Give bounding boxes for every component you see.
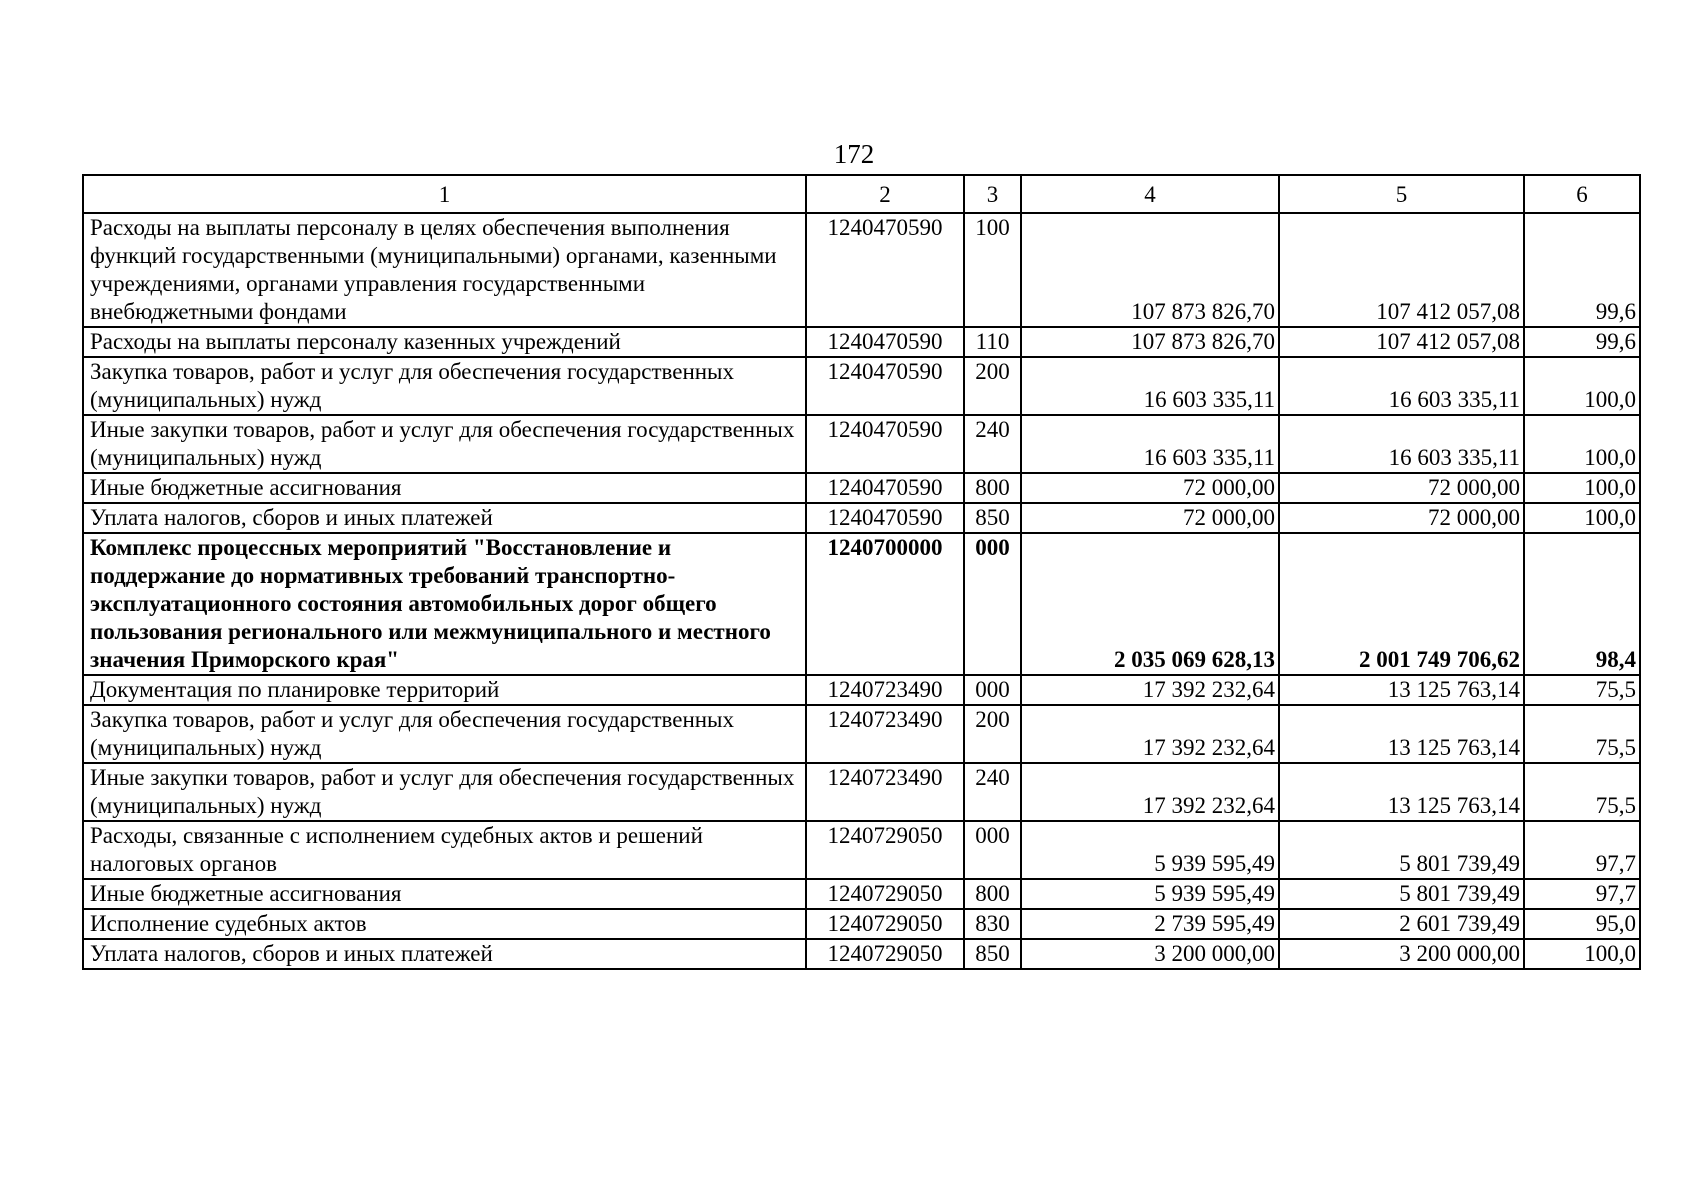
cell-expense-type: 000 [964, 533, 1021, 675]
cell-name: Иные закупки товаров, работ и услуг для обеспечения государственных (муниципальных) нужд [83, 415, 806, 473]
cell-target-code: 1240470590 [806, 327, 964, 357]
cell-plan-amount: 16 603 335,11 [1021, 415, 1279, 473]
cell-fact-amount: 72 000,00 [1279, 503, 1524, 533]
cell-name: Уплата налогов, сборов и иных платежей [83, 503, 806, 533]
cell-execution-percent: 98,4 [1524, 533, 1640, 675]
budget-table [82, 174, 1641, 970]
cell-execution-percent: 99,6 [1524, 213, 1640, 327]
cell-name: Иные закупки товаров, работ и услуг для обеспечения государственных (муниципальных) нужд [83, 763, 806, 821]
table-row [83, 879, 1640, 909]
cell-expense-type: 200 [964, 705, 1021, 763]
cell-expense-type: 850 [964, 939, 1021, 969]
cell-execution-percent: 75,5 [1524, 763, 1640, 821]
cell-expense-type: 240 [964, 763, 1021, 821]
cell-target-code: 1240470590 [806, 503, 964, 533]
column-header-plan: 4 [1021, 175, 1279, 213]
column-header-name: 1 [83, 175, 806, 213]
cell-name: Исполнение судебных актов [83, 909, 806, 939]
cell-execution-percent: 75,5 [1524, 705, 1640, 763]
table-row [83, 473, 1640, 503]
table-row [83, 821, 1640, 879]
cell-fact-amount: 107 412 057,08 [1279, 327, 1524, 357]
cell-execution-percent: 100,0 [1524, 415, 1640, 473]
cell-fact-amount: 16 603 335,11 [1279, 357, 1524, 415]
cell-expense-type: 000 [964, 675, 1021, 705]
table-row [83, 763, 1640, 821]
cell-fact-amount: 5 801 739,49 [1279, 821, 1524, 879]
cell-execution-percent: 95,0 [1524, 909, 1640, 939]
cell-target-code: 1240729050 [806, 939, 964, 969]
cell-fact-amount: 72 000,00 [1279, 473, 1524, 503]
table-row [83, 503, 1640, 533]
table-row [83, 415, 1640, 473]
cell-plan-amount: 2 739 595,49 [1021, 909, 1279, 939]
cell-fact-amount: 3 200 000,00 [1279, 939, 1524, 969]
cell-plan-amount: 72 000,00 [1021, 473, 1279, 503]
table-row [83, 675, 1640, 705]
cell-expense-type: 800 [964, 473, 1021, 503]
cell-plan-amount: 17 392 232,64 [1021, 705, 1279, 763]
cell-fact-amount: 2 601 739,49 [1279, 909, 1524, 939]
cell-expense-type: 240 [964, 415, 1021, 473]
cell-target-code: 1240470590 [806, 357, 964, 415]
cell-target-code: 1240729050 [806, 909, 964, 939]
cell-execution-percent: 97,7 [1524, 821, 1640, 879]
cell-fact-amount: 13 125 763,14 [1279, 705, 1524, 763]
cell-name: Комплекс процессных мероприятий "Восстановление и поддержание до нормативных требований транспортно-эксплуатационного состояния автомобильных дорог общего пользования регионального или межмуниципального и местного значения Приморского края" [83, 533, 806, 675]
cell-target-code: 1240723490 [806, 675, 964, 705]
cell-name: Закупка товаров, работ и услуг для обеспечения государственных (муниципальных) нужд [83, 357, 806, 415]
cell-plan-amount: 72 000,00 [1021, 503, 1279, 533]
cell-execution-percent: 99,6 [1524, 327, 1640, 357]
cell-name: Уплата налогов, сборов и иных платежей [83, 939, 806, 969]
cell-plan-amount: 107 873 826,70 [1021, 327, 1279, 357]
cell-target-code: 1240470590 [806, 415, 964, 473]
cell-execution-percent: 75,5 [1524, 675, 1640, 705]
cell-expense-type: 100 [964, 213, 1021, 327]
cell-name: Документация по планировке территорий [83, 675, 806, 705]
cell-target-code: 1240729050 [806, 879, 964, 909]
table-row [83, 705, 1640, 763]
cell-target-code: 1240729050 [806, 821, 964, 879]
column-header-type: 3 [964, 175, 1021, 213]
cell-execution-percent: 100,0 [1524, 473, 1640, 503]
cell-plan-amount: 3 200 000,00 [1021, 939, 1279, 969]
cell-fact-amount: 107 412 057,08 [1279, 213, 1524, 327]
cell-target-code: 1240723490 [806, 705, 964, 763]
cell-fact-amount: 13 125 763,14 [1279, 763, 1524, 821]
cell-plan-amount: 17 392 232,64 [1021, 763, 1279, 821]
cell-plan-amount: 107 873 826,70 [1021, 213, 1279, 327]
cell-fact-amount: 2 001 749 706,62 [1279, 533, 1524, 675]
cell-expense-type: 110 [964, 327, 1021, 357]
cell-expense-type: 850 [964, 503, 1021, 533]
cell-fact-amount: 13 125 763,14 [1279, 675, 1524, 705]
cell-plan-amount: 2 035 069 628,13 [1021, 533, 1279, 675]
cell-expense-type: 200 [964, 357, 1021, 415]
cell-expense-type: 830 [964, 909, 1021, 939]
cell-name: Расходы на выплаты персоналу казенных учреждений [83, 327, 806, 357]
cell-name: Расходы, связанные с исполнением судебных актов и решений налоговых органов [83, 821, 806, 879]
cell-name: Расходы на выплаты персоналу в целях обеспечения выполнения функций государственными (муниципальными) органами, казенными учреждениями, органами управления государственными внебюджетными фондами [83, 213, 806, 327]
column-header-code: 2 [806, 175, 964, 213]
table-row [83, 909, 1640, 939]
cell-plan-amount: 5 939 595,49 [1021, 879, 1279, 909]
cell-execution-percent: 97,7 [1524, 879, 1640, 909]
table-row [83, 533, 1640, 675]
cell-execution-percent: 100,0 [1524, 503, 1640, 533]
cell-name: Иные бюджетные ассигнования [83, 879, 806, 909]
cell-expense-type: 800 [964, 879, 1021, 909]
cell-execution-percent: 100,0 [1524, 357, 1640, 415]
table-row [83, 357, 1640, 415]
cell-fact-amount: 5 801 739,49 [1279, 879, 1524, 909]
cell-plan-amount: 17 392 232,64 [1021, 675, 1279, 705]
cell-expense-type: 000 [964, 821, 1021, 879]
column-header-fact: 5 [1279, 175, 1524, 213]
cell-name: Иные бюджетные ассигнования [83, 473, 806, 503]
cell-target-code: 1240700000 [806, 533, 964, 675]
table-row [83, 939, 1640, 969]
page-number: 172 [833, 139, 875, 169]
column-header-percent: 6 [1524, 175, 1640, 213]
cell-plan-amount: 5 939 595,49 [1021, 821, 1279, 879]
cell-fact-amount: 16 603 335,11 [1279, 415, 1524, 473]
table-row [83, 213, 1640, 327]
table-row [83, 327, 1640, 357]
cell-name: Закупка товаров, работ и услуг для обеспечения государственных (муниципальных) нужд [83, 705, 806, 763]
cell-target-code: 1240470590 [806, 473, 964, 503]
cell-target-code: 1240723490 [806, 763, 964, 821]
cell-plan-amount: 16 603 335,11 [1021, 357, 1279, 415]
cell-target-code: 1240470590 [806, 213, 964, 327]
table-header-row [83, 175, 1640, 213]
cell-execution-percent: 100,0 [1524, 939, 1640, 969]
